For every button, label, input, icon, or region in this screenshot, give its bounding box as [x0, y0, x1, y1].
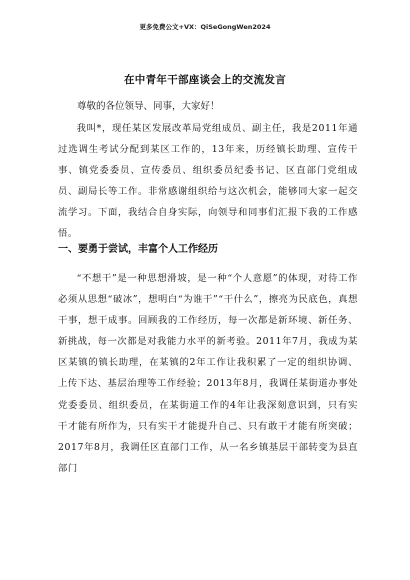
section-heading-1: 一、要勇于尝试，丰富个人工作经历: [58, 244, 218, 255]
document-title: 在中青年干部座谈会上的交流发言: [124, 74, 286, 86]
salutation: 尊敬的各位领导、同事，大家好！: [77, 101, 220, 112]
paragraph-section-1-text: “不想干”是一种思想滑坡，是一种“个人意愿”的体现，对待工作必须从思想“破冰”，想明白“为谁干”“干什么”，擦亮为民底色，真想干事，想干成事。回顾我的工作经历，每一次都是新环境、新任务、新挑战，每一次都是对我能力水平的新考验。2011年7月，我成为某区某镇的镇长助理，在某镇的2年工作让我积累了一定的组织协调、上传下达、基层治理等工作经验；2013年8月，我调任某街道办事处党委委员、组织委员，在某街道工作的4年让我深刻意识到，只有实干才能有所作为，只有实干才能提升自己、只有敢干才能有所突破；2017年8月，我调任区直部门工作，从一名乡镇基层干部转变为县直部门: [58, 273, 358, 474]
paragraph-intro-text: 我叫*，现任某区发展改革局党组成员、副主任，我是2011年通过选调生考试分配到某区工作的，13年来，历经镇长助理、宣传干事、镇党委委员、宣传委员、组织委员纪委书记、区直部门党组成员、副局长等工作。非常感谢组织给与这次机会，能够同大家一起交流学习。下面，我结合自身实际，向领导和同事们汇报下我的工作感悟。: [58, 123, 358, 240]
paragraph-section-1: [58, 268, 358, 479]
paragraph-intro: [58, 118, 358, 245]
top-watermark-note: 更多免费公文+VX：QiSeGongWen2024: [139, 23, 271, 31]
